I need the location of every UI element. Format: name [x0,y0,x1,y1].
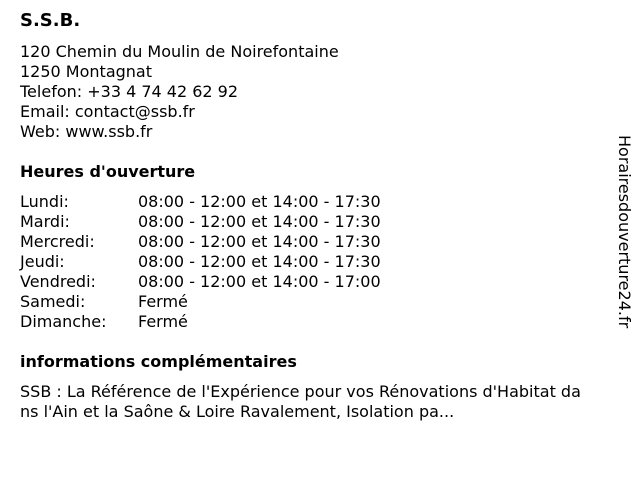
hours-row-vendredi [20,272,590,292]
address-city: 1250 Montagnat [20,62,152,81]
hours-title: Heures d'ouverture [20,162,196,181]
hours-day: Jeudi: [20,252,65,271]
web-line: Web: www.ssb.fr [20,122,153,141]
hours-row-mardi [20,212,590,232]
hours-row-samedi [20,292,590,312]
hours-time: 08:00 - 12:00 et 14:00 - 17:30 [138,212,381,231]
hours-time: Fermé [138,292,188,311]
address-street: 120 Chemin du Moulin de Noirefontaine [20,42,339,61]
side-brand-watermark: Horairesdouverture24.fr [615,135,634,329]
hours-day: Vendredi: [20,272,96,291]
hours-time: Fermé [138,312,188,331]
company-name: S.S.B. [20,10,81,31]
hours-row-jeudi [20,252,590,272]
hours-row-dimanche [20,312,590,332]
hours-day: Mercredi: [20,232,95,251]
hours-table [20,192,590,332]
hours-day: Mardi: [20,212,70,231]
info-description: SSB : La Référence de l'Expérience pour vos Rénovations d'Habitat dans l'Ain et la Saône & Loire Ravalement, Isolation pa... [20,382,581,421]
hours-row-mercredi [20,232,590,252]
company-card [20,10,590,422]
hours-day: Dimanche: [20,312,107,331]
email-line: Email: contact@ssb.fr [20,102,195,121]
phone-line: Telefon: +33 4 74 42 62 92 [20,82,239,101]
hours-time: 08:00 - 12:00 et 14:00 - 17:30 [138,252,381,271]
hours-day: Samedi: [20,292,86,311]
hours-time: 08:00 - 12:00 et 14:00 - 17:00 [138,272,381,291]
address-block [20,42,590,142]
hours-time: 08:00 - 12:00 et 14:00 - 17:30 [138,192,381,211]
info-title: informations complémentaires [20,352,297,371]
hours-day: Lundi: [20,192,69,211]
hours-row-lundi [20,192,590,212]
hours-time: 08:00 - 12:00 et 14:00 - 17:30 [138,232,381,251]
